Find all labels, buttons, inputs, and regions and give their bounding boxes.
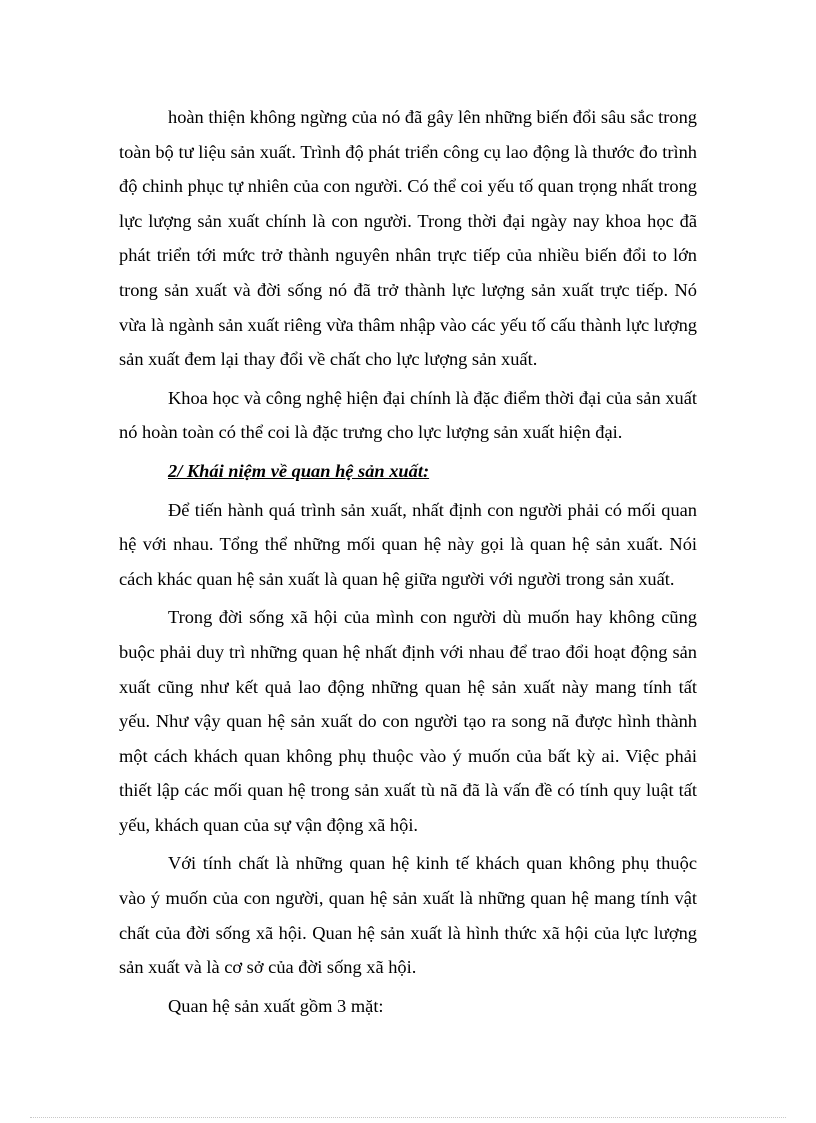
page-bottom-divider: [30, 1117, 786, 1118]
document-body: [119, 100, 697, 1027]
paragraph-science-technology: Khoa học và công nghệ hiện đại chính là đặc điểm thời đại của sản xuất nó hoàn toàn có thể coi là đặc trưng cho lực lượng sản xuất hiện đại.: [119, 387, 697, 443]
paragraph-relations-definition: Để tiến hành quá trình sản xuất, nhất định con người phải có mối quan hệ với nhau. Tổng thể những mối quan hệ này gọi là quan hệ sản xuất. Nói cách khác quan hệ sản xuất là quan hệ giữa người với người trong sản xuất.: [119, 499, 697, 589]
paragraph-three-aspects: Quan hệ sản xuất gồm 3 mặt:: [168, 995, 384, 1016]
section-heading: 2/ Khái niệm về quan hệ sản xuất:: [168, 460, 430, 481]
paragraph-productive-forces: hoàn thiện không ngừng của nó đã gây lên những biến đổi sâu sắc trong toàn bộ tư liệu sản xuất. Trình độ phát triển công cụ lao động là thước đo trình độ chinh phục tự nhiên của con người. Có thể coi yếu tố quan trọng nhất trong lực lượng sản xuất chính là con người. Trong thời đại ngày nay khoa học đã phát triển tới mức trở thành nguyên nhân trực tiếp của nhiều biến đổi to lớn trong sản xuất và đời sống nó đã trở thành lực lượng sản xuất trực tiếp. Nó vừa là ngành sản xuất riêng vừa thâm nhập vào các yếu tố cấu thành lực lượng sản xuất đem lại thay đổi về chất cho lực lượng sản xuất.: [119, 107, 697, 370]
paragraph-relations-material: Với tính chất là những quan hệ kinh tế khách quan không phụ thuộc vào ý muốn của con người, quan hệ sản xuất là những quan hệ mang tính vật chất của đời sống xã hội. Quan hệ sản xuất là hình thức xã hội của lực lượng sản xuất và là cơ sở của đời sống xã hội.: [119, 853, 697, 978]
paragraph-relations-objective: Trong đời sống xã hội của mình con người dù muốn hay không cũng buộc phải duy trì những quan hệ nhất định với nhau để trao đổi hoạt động sản xuất cũng như kết quả lao động những quan hệ sản xuất này mang tính tất yếu. Như vậy quan hệ sản xuất do con người tạo ra song nã được hình thành một cách khách quan không phụ thuộc vào ý muốn của bất kỳ ai. Việc phải thiết lập các mối quan hệ trong sản xuất tù nã đã là vấn đề có tính quy luật tất yếu, khách quan của sự vận động xã hội.: [119, 607, 697, 835]
